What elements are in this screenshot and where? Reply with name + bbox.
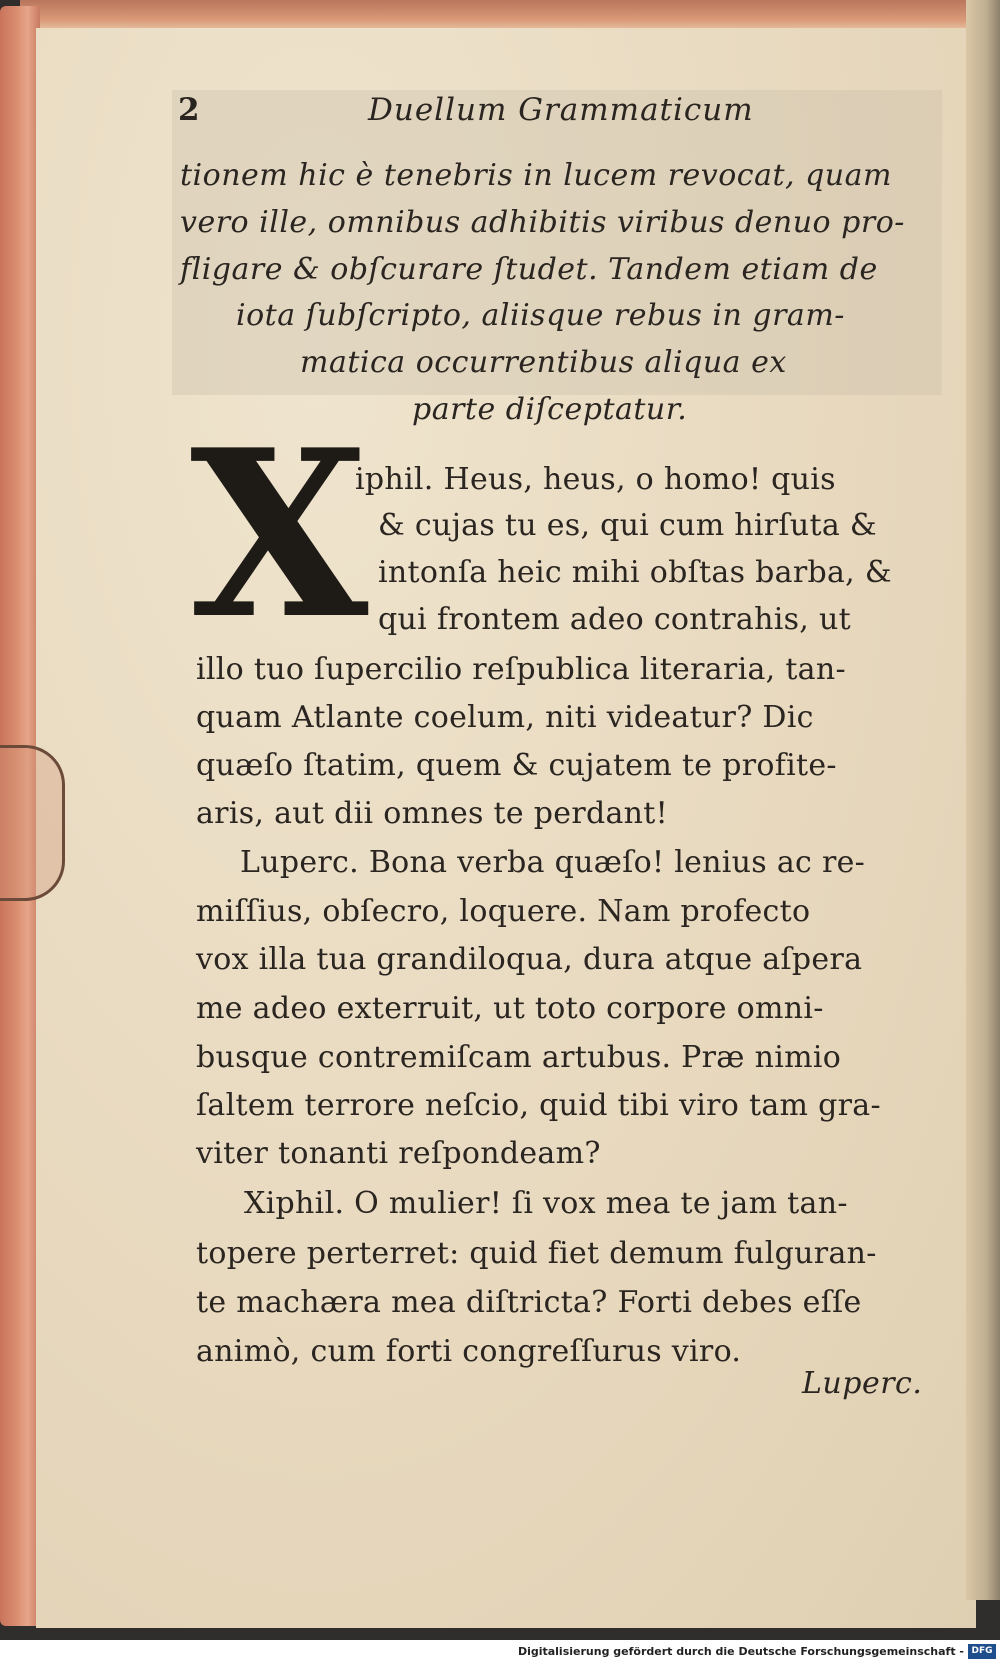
drop-cap: X	[190, 400, 369, 670]
body-line: te machæra mea diſtricta? Forti debes eſſe	[196, 1285, 862, 1320]
dfg-logo-icon: DFG	[968, 1644, 996, 1659]
body-line: miſſius, obſecro, loquere. Nam profecto	[196, 894, 811, 929]
body-line: topere perterret: quid fiet demum fulguran-	[196, 1236, 877, 1271]
summary-line: vero ille, omnibus adhibitis viribus denuo pro-	[180, 205, 905, 240]
body-line: Luperc. Bona verba quæſo! lenius ac re-	[240, 845, 866, 880]
running-title: Duellum Grammaticum	[368, 92, 754, 128]
body-line: me adeo exterruit, ut toto corpore omni-	[196, 991, 824, 1026]
body-line: busque contremiſcam artubus. Præ nimio	[196, 1040, 842, 1075]
summary-line: iota ſubſcripto, aliisque rebus in gram-	[236, 298, 845, 333]
body-line: quam Atlante coelum, niti videatur? Dic	[196, 700, 814, 735]
page-number: 2	[178, 92, 201, 128]
body-line: iphil. Heus, heus, o homo! quis	[355, 462, 836, 497]
body-line: & cujas tu es, qui cum hirſuta &	[378, 508, 877, 543]
footer-credit: Digitalisierung gefördert durch die Deutsche Forschungsgemeinschaft -	[517, 1645, 964, 1658]
body-line: qui frontem adeo contrahis, ut	[378, 602, 851, 637]
bookmark-tab	[0, 745, 65, 901]
body-line: intonſa heic mihi obſtas barba, &	[378, 555, 892, 590]
body-line: viter tonanti reſpondeam?	[196, 1136, 601, 1171]
body-line: animò, cum forti congreſſurus viro.	[196, 1334, 742, 1369]
summary-line: parte diſceptatur.	[412, 392, 688, 427]
body-line: aris, aut dii omnes te perdant!	[196, 796, 668, 831]
summary-line: matica occurrentibus aliqua ex	[300, 345, 787, 380]
summary-line: fligare & obſcurare ſtudet. Tandem etiam de	[180, 252, 878, 287]
summary-line: tionem hic è tenebris in lucem revocat, quam	[180, 158, 892, 193]
page-gutter	[966, 0, 1000, 1600]
body-line: Xiphil. O mulier! ſi vox mea te jam tan-	[244, 1186, 848, 1221]
body-line: illo tuo ſupercilio reſpublica literaria, tan-	[196, 652, 846, 687]
catchword: Luperc.	[802, 1366, 923, 1401]
body-line: vox illa tua grandiloqua, dura atque aſpera	[196, 942, 863, 977]
body-line: ſaltem terrore neſcio, quid tibi viro tam gra-	[196, 1088, 881, 1123]
body-line: quæſo ſtatim, quem & cujatem te profite-	[196, 748, 837, 783]
